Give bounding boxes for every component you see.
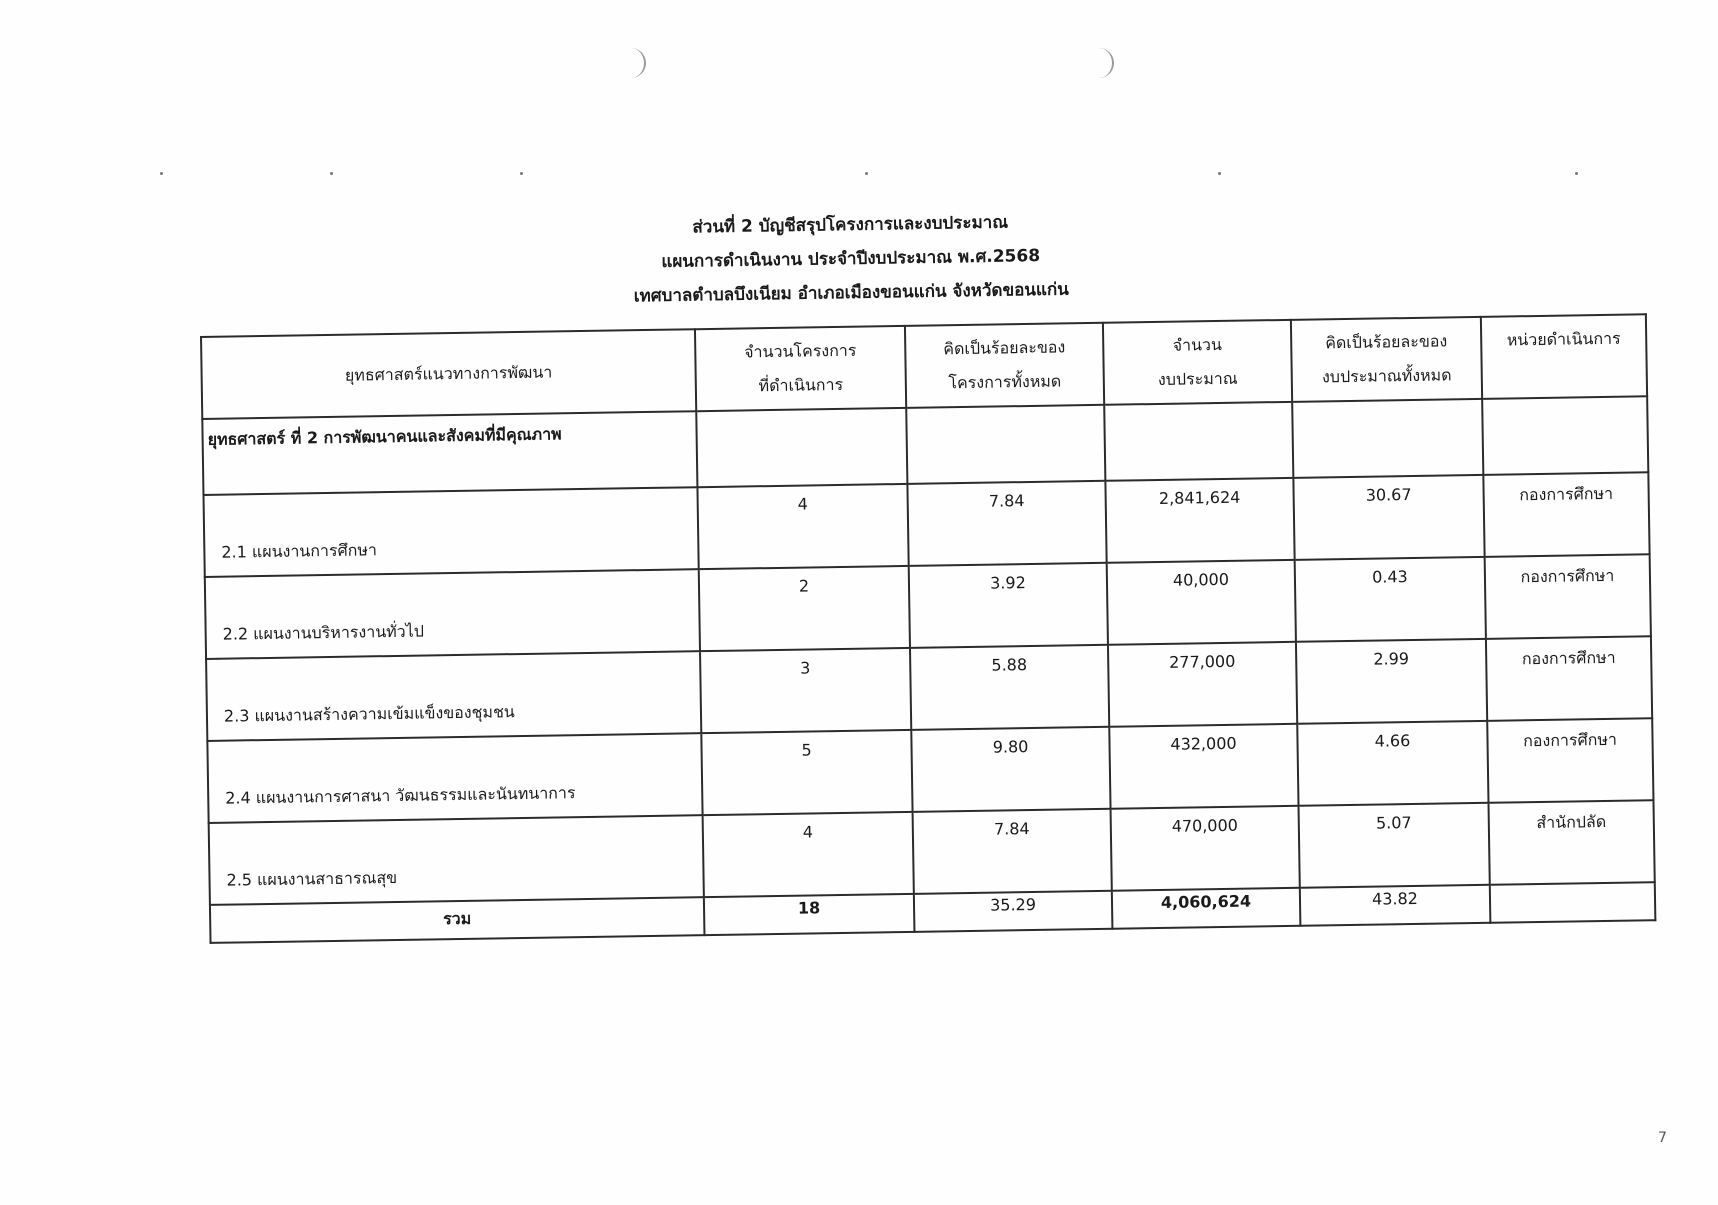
header-budget xyxy=(1103,320,1292,405)
row-budget: 432,000 xyxy=(1109,724,1298,809)
total-label: รวม xyxy=(210,897,705,943)
punch-hole-mark-left xyxy=(622,48,646,78)
row-label: 2.5 แผนงานสาธารณสุข xyxy=(209,815,704,905)
row-budget: 2,841,624 xyxy=(1105,478,1294,563)
page-mark: 7 xyxy=(1658,1130,1667,1146)
scan-speck xyxy=(330,172,333,175)
heading-line-2: แผนการดำเนินงาน ประจำปีงบประมาณ พ.ศ.2568 xyxy=(661,246,1041,273)
total-budget: 4,060,624 xyxy=(1112,888,1301,929)
row-project-count: 5 xyxy=(701,730,912,815)
row-project-count: 4 xyxy=(703,812,914,897)
header-budget-percent-line-2: งบประมาณทั้งหมด xyxy=(1321,365,1452,387)
table-cell xyxy=(696,408,907,487)
scan-speck xyxy=(1218,172,1221,175)
header-budget-percent-line-1: คิดเป็นร้อยละของ xyxy=(1325,331,1448,353)
header-project-percent-line-1: คิดเป็นร้อยละของ xyxy=(943,337,1066,359)
row-unit: กองการศึกษา xyxy=(1485,554,1651,639)
total-budget-percent: 43.82 xyxy=(1300,885,1491,926)
table-cell xyxy=(1482,396,1648,475)
header-unit: หน่วยดำเนินการ xyxy=(1481,314,1647,399)
header-budget-percent xyxy=(1291,317,1482,402)
table-cell xyxy=(1104,402,1293,481)
row-unit: สำนักปลัด xyxy=(1488,800,1654,885)
row-label: 2.1 แผนงานการศึกษา xyxy=(203,487,698,577)
row-project-count: 3 xyxy=(700,648,911,733)
row-project-count: 2 xyxy=(699,566,910,651)
row-budget: 40,000 xyxy=(1107,560,1296,645)
row-label: 2.3 แผนงานสร้างความเข้มแข็งของชุมชน xyxy=(206,651,701,741)
scan-speck xyxy=(520,172,523,175)
header-budget-line-1: จำนวน xyxy=(1172,334,1223,355)
row-label: 2.2 แผนงานบริหารงานทั่วไป xyxy=(205,569,700,659)
row-project-percent: 3.92 xyxy=(909,563,1108,648)
table-cell xyxy=(1292,399,1483,478)
header-project-count-line-2: ที่ดำเนินการ xyxy=(758,374,844,396)
header-project-count xyxy=(695,326,906,411)
header-project-percent-line-2: โครงการทั้งหมด xyxy=(948,371,1062,393)
row-budget: 470,000 xyxy=(1111,806,1300,891)
total-project-percent: 35.29 xyxy=(914,891,1113,932)
punch-hole-mark-right xyxy=(1090,48,1114,78)
total-project-count: 18 xyxy=(704,894,915,935)
document-heading xyxy=(600,204,1102,314)
row-budget-percent: 5.07 xyxy=(1299,803,1490,888)
row-unit: กองการศึกษา xyxy=(1483,472,1649,557)
row-project-percent: 5.88 xyxy=(910,645,1109,730)
scan-speck xyxy=(865,172,868,175)
row-project-percent: 7.84 xyxy=(907,481,1106,566)
row-project-percent: 7.84 xyxy=(913,809,1112,894)
row-budget: 277,000 xyxy=(1108,642,1297,727)
header-strategy: ยุทธศาสตร์แนวทางการพัฒนา xyxy=(201,329,696,419)
total-unit xyxy=(1490,882,1656,923)
summary-table xyxy=(200,313,1656,944)
header-project-count-line-1: จำนวนโครงการ xyxy=(744,340,857,362)
header-budget-line-2: งบประมาณ xyxy=(1157,368,1238,389)
scan-speck xyxy=(1575,172,1578,175)
row-label: 2.4 แผนงานการศาสนา วัฒนธรรมและนันทนาการ xyxy=(207,733,702,823)
strategy-title: ยุทธศาสตร์ ที่ 2 การพัฒนาคนและสังคมที่มีคุณภาพ xyxy=(202,411,697,495)
summary-table-container xyxy=(200,313,1656,944)
row-unit: กองการศึกษา xyxy=(1487,718,1653,803)
heading-line-3: เทศบาลตำบลบึงเนียม อำเภอเมืองขอนแก่น จังหวัดขอนแก่น xyxy=(633,279,1069,307)
row-budget-percent: 30.67 xyxy=(1293,475,1484,560)
row-budget-percent: 0.43 xyxy=(1295,557,1486,642)
row-project-count: 4 xyxy=(697,484,908,569)
table-cell xyxy=(906,405,1105,484)
heading-line-1: ส่วนที่ 2 บัญชีสรุปโครงการและงบประมาณ xyxy=(692,212,1009,238)
row-budget-percent: 4.66 xyxy=(1297,721,1488,806)
row-project-percent: 9.80 xyxy=(911,727,1110,812)
header-project-percent xyxy=(905,323,1104,408)
row-unit: กองการศึกษา xyxy=(1486,636,1652,721)
row-budget-percent: 2.99 xyxy=(1296,639,1487,724)
scan-speck xyxy=(160,172,163,175)
